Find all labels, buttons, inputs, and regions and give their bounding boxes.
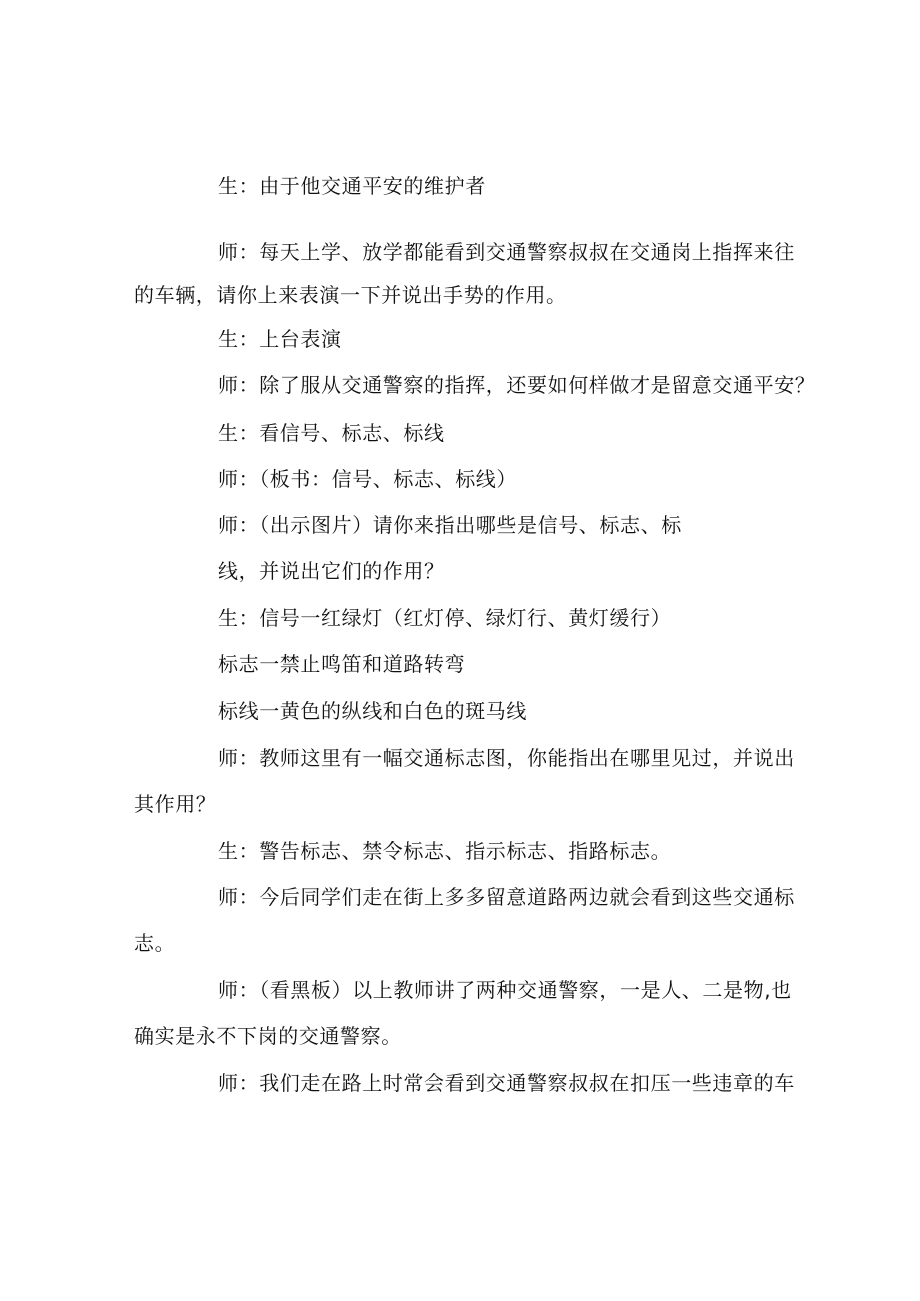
text-line: 师：我们走在路上时常会看到交通警察叔叔在扣压一些违章的车	[218, 1071, 795, 1095]
text-line: 生：上台表演	[218, 327, 342, 351]
text-line: 师：（看黑板）以上教师讲了两种交通警察，一是人、二是物,也	[218, 978, 792, 1002]
text-line: 生：看信号、标志、标线	[218, 421, 445, 445]
text-line: 师：今后同学们走在街上多多留意道路两边就会看到这些交通标	[218, 885, 795, 909]
text-line: 师：除了服从交通警察的指挥，还要如何样做才是留意交通平安？	[218, 373, 816, 397]
text-line: 师：教师这里有一幅交通标志图，你能指出在哪里见过，并说出	[218, 746, 795, 770]
text-line: 生：由于他交通平安的维护者	[218, 174, 486, 198]
text-line: 标志一禁止鸣笛和道路转弯	[218, 652, 466, 676]
text-line: 师：（出示图片）请你来指出哪些是信号、标志、标	[218, 513, 682, 537]
text-line: 的车辆，请你上来表演一下并说出手势的作用。	[134, 283, 567, 307]
text-line: 其作用？	[134, 792, 217, 816]
text-line: 线，并说出它们的作用？	[218, 559, 445, 583]
text-line: 生：信号一红绿灯（红灯停、绿灯行、黄灯缓行）	[218, 606, 672, 630]
text-line: 生：警告标志、禁令标志、指示标志、指路标志。	[218, 839, 672, 863]
text-line: 师：每天上学、放学都能看到交通警察叔叔在交通岗上指挥来往	[218, 240, 795, 264]
text-line: 志。	[134, 931, 176, 955]
text-line: 师：（板书：信号、标志、标线）	[218, 467, 517, 491]
text-line: 确实是永不下岗的交通警察。	[134, 1024, 402, 1048]
text-line: 标线一黄色的纵线和白色的斑马线	[218, 699, 527, 723]
